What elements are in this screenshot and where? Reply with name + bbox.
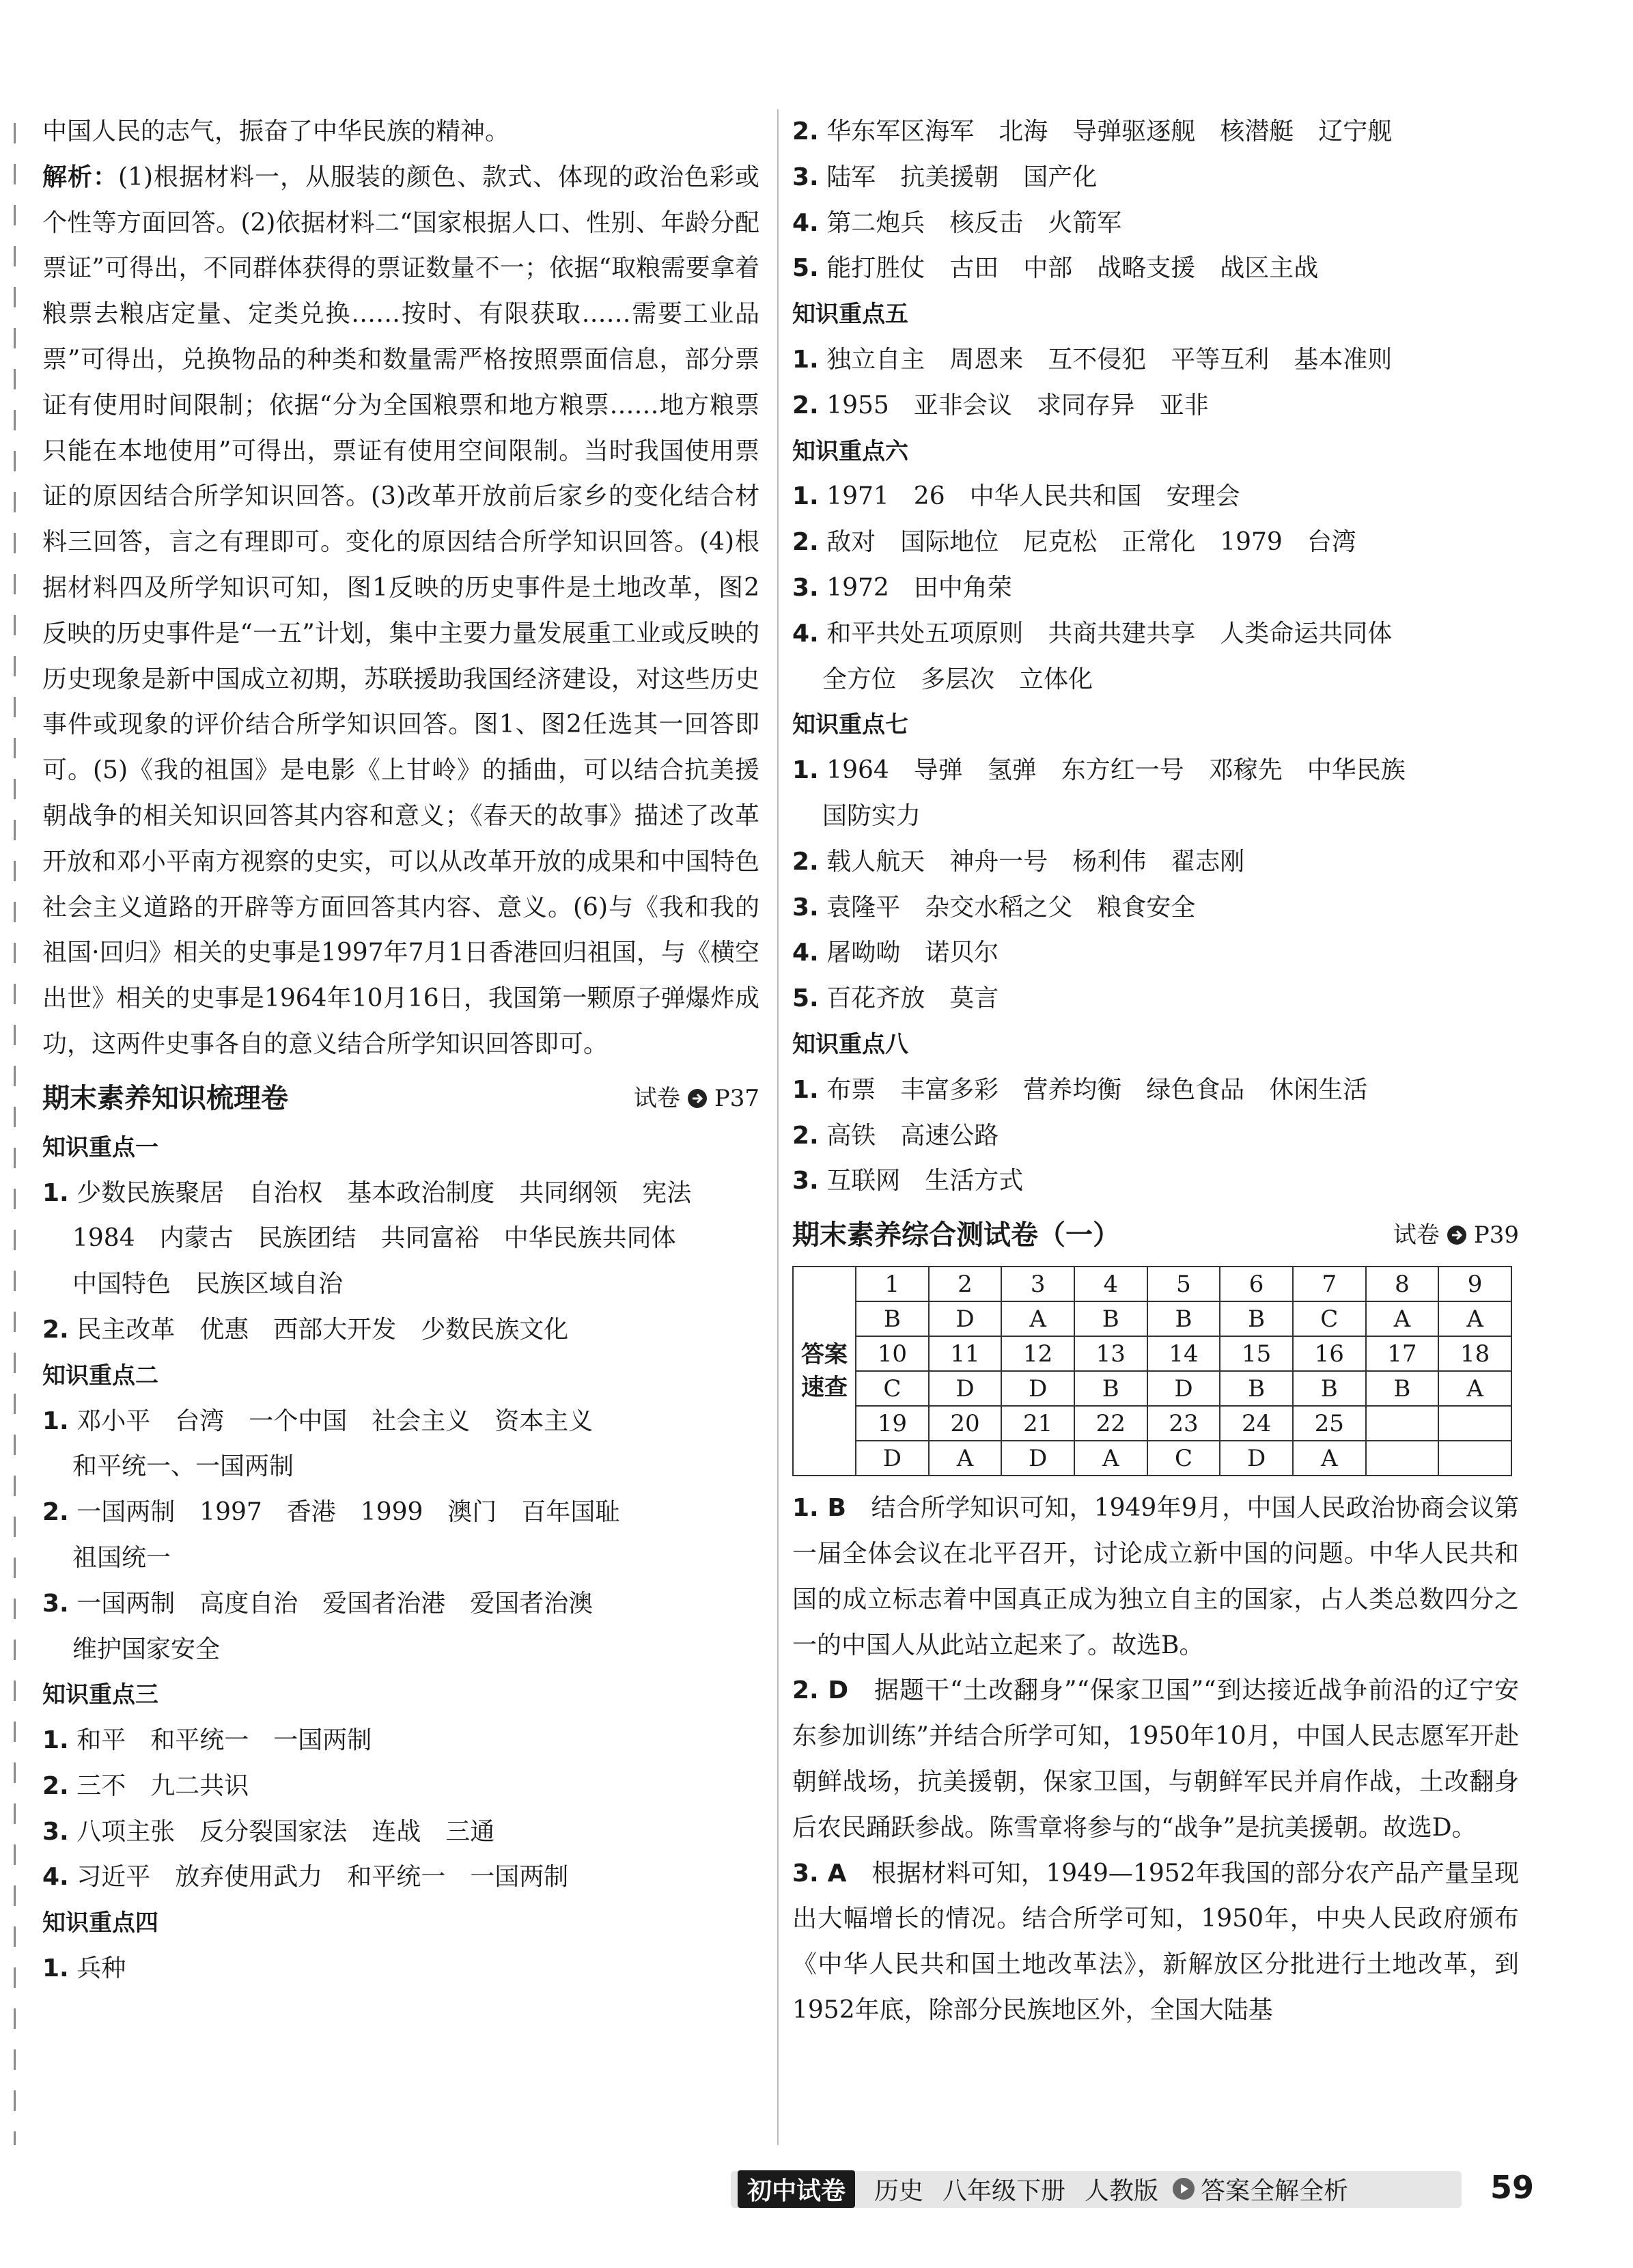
table-cell: A bbox=[1366, 1301, 1439, 1336]
footer-subject: 历史 bbox=[874, 2176, 924, 2205]
list-item bbox=[792, 201, 1519, 247]
list-item bbox=[42, 1581, 759, 1627]
item-number: 1. bbox=[792, 482, 819, 511]
list-item bbox=[792, 474, 1519, 520]
item-number: 1. bbox=[792, 1075, 819, 1104]
list-item bbox=[42, 1490, 759, 1536]
item-text: 一国两制 1997 香港 1999 澳门 百年国耻 bbox=[76, 1498, 620, 1527]
item-text: 三不 九二共识 bbox=[76, 1771, 249, 1800]
table-cell: 20 bbox=[929, 1406, 1002, 1441]
table-cell: B bbox=[1366, 1371, 1439, 1406]
play-icon bbox=[1172, 2177, 1195, 2200]
table-cell: C bbox=[856, 1371, 929, 1406]
list-item bbox=[792, 383, 1519, 429]
list-item bbox=[42, 1810, 759, 1855]
table-cell: 2 bbox=[929, 1267, 1002, 1301]
item-number: 4. bbox=[42, 1863, 69, 1892]
table-cell: D bbox=[929, 1301, 1002, 1336]
item-number: 1. bbox=[792, 345, 819, 374]
table-cell: B bbox=[1220, 1301, 1293, 1336]
item-text: 邓小平 台湾 一个中国 社会主义 资本主义 bbox=[76, 1407, 594, 1435]
item-text: 和平 和平统一 一国两制 bbox=[76, 1726, 372, 1755]
item-number: 2. bbox=[42, 1315, 69, 1344]
table-cell: 5 bbox=[1147, 1267, 1220, 1301]
list-item-cont: 国防实力 bbox=[822, 801, 921, 830]
item-number: 2. bbox=[792, 391, 819, 419]
ref-label: 试卷 bbox=[1393, 1221, 1440, 1249]
table-cell bbox=[1366, 1406, 1439, 1441]
knowledge-point-heading: 知识重点五 bbox=[792, 301, 908, 329]
answer-table bbox=[792, 1266, 1512, 1476]
item-number: 2. bbox=[792, 847, 819, 876]
item-text: 袁隆平 杂交水稻之父 粮食安全 bbox=[826, 893, 1196, 922]
section-page-ref bbox=[634, 1072, 759, 1125]
item-number: 3. bbox=[792, 1167, 819, 1195]
item-text: 1955 亚非会议 求同存异 亚非 bbox=[826, 391, 1209, 419]
table-row bbox=[793, 1371, 1511, 1406]
item-number: 1. bbox=[792, 756, 819, 785]
table-cell: A bbox=[1001, 1301, 1074, 1336]
list-item bbox=[792, 611, 1519, 657]
table-cell: A bbox=[1438, 1371, 1511, 1406]
table-cell: B bbox=[1293, 1371, 1366, 1406]
table-cell: 12 bbox=[1001, 1336, 1074, 1371]
table-cell: 3 bbox=[1001, 1267, 1074, 1301]
table-cell: 18 bbox=[1438, 1336, 1511, 1371]
footer-tagline: 答案全解全析 bbox=[1201, 2176, 1349, 2205]
item-number: 3. bbox=[42, 1817, 69, 1846]
table-cell: B bbox=[1220, 1371, 1293, 1406]
item-number: 1. B bbox=[792, 1494, 846, 1523]
page-footer bbox=[731, 2164, 1468, 2213]
list-item bbox=[792, 1159, 1519, 1204]
list-item-cont: 维护国家安全 bbox=[72, 1635, 221, 1663]
item-text: 据题干“土改翻身”“保家卫国”“到达接近战争前沿的辽宁安东参加训练”并结合所学可知，1950年10月，中国人民志愿军开赴朝鲜战场，抗美援朝，保家卫国，与朝鲜军民并肩作战，土改翻身后农民踊跃参战。陈雪章将参与的“战争”是抗美援朝。故选D。 bbox=[792, 1676, 1519, 1842]
item-number: 2. bbox=[792, 117, 819, 146]
list-item-cont: 1984 内蒙古 民族团结 共同富裕 中华民族共同体 bbox=[72, 1224, 676, 1253]
table-cell: D bbox=[1220, 1441, 1293, 1476]
item-number: 4. bbox=[792, 208, 819, 237]
item-number: 5. bbox=[792, 254, 819, 283]
analysis-paragraph bbox=[42, 155, 759, 1068]
item-text: 兵种 bbox=[76, 1954, 126, 1983]
item-number: 1. bbox=[42, 1954, 69, 1983]
list-item bbox=[42, 1308, 759, 1353]
item-text: 载人航天 神舟一号 杨利伟 翟志刚 bbox=[826, 847, 1245, 876]
answer-item bbox=[792, 1486, 1519, 1668]
item-text: 敌对 国际地位 尼克松 正常化 1979 台湾 bbox=[826, 528, 1356, 557]
item-text: 屠呦呦 诺贝尔 bbox=[826, 939, 999, 967]
item-text: 布票 丰富多彩 营养均衡 绿色食品 休闲生活 bbox=[826, 1075, 1368, 1104]
list-item bbox=[792, 109, 1519, 155]
item-number: 2. bbox=[42, 1771, 69, 1800]
answer-item bbox=[792, 1851, 1519, 2034]
table-cell: 19 bbox=[856, 1406, 929, 1441]
page-number: 59 bbox=[1490, 2169, 1535, 2206]
table-cell: A bbox=[1074, 1441, 1147, 1476]
ref-page: P37 bbox=[714, 1084, 759, 1112]
item-text: 陆军 抗美援朝 国产化 bbox=[826, 163, 1098, 191]
list-item bbox=[792, 748, 1519, 794]
arrow-right-icon bbox=[1447, 1225, 1467, 1245]
table-cell: B bbox=[856, 1301, 929, 1336]
section-header-test bbox=[792, 1208, 1519, 1262]
footer-brand: 初中试卷 bbox=[738, 2170, 855, 2208]
binding-margin-line bbox=[14, 123, 16, 2145]
table-cell: 13 bbox=[1074, 1336, 1147, 1371]
item-number: 3. A bbox=[792, 1859, 847, 1887]
list-item bbox=[42, 1764, 759, 1810]
table-cell: A bbox=[1438, 1301, 1511, 1336]
item-text: 互联网 生活方式 bbox=[826, 1167, 1024, 1195]
ref-label: 试卷 bbox=[633, 1084, 680, 1112]
item-number: 3. bbox=[42, 1589, 69, 1618]
table-cell: A bbox=[929, 1441, 1002, 1476]
table-cell: 4 bbox=[1074, 1267, 1147, 1301]
list-item bbox=[792, 930, 1519, 976]
ref-page: P39 bbox=[1473, 1221, 1519, 1249]
item-number: 4. bbox=[792, 619, 819, 648]
item-number: 3. bbox=[792, 893, 819, 922]
item-text: 习近平 放弃使用武力 和平统一 一国两制 bbox=[76, 1863, 569, 1892]
table-cell: 10 bbox=[856, 1336, 929, 1371]
item-number: 1. bbox=[42, 1407, 69, 1435]
table-cell: 11 bbox=[929, 1336, 1002, 1371]
table-cell: B bbox=[1074, 1301, 1147, 1336]
arrow-right-icon bbox=[687, 1088, 708, 1109]
table-cell: A bbox=[1293, 1441, 1366, 1476]
item-number: 2. bbox=[792, 528, 819, 557]
item-number: 2. bbox=[42, 1498, 69, 1527]
item-text: 1964 导弹 氢弹 东方红一号 邓稼先 中华民族 bbox=[826, 756, 1406, 785]
knowledge-point-heading: 知识重点三 bbox=[42, 1681, 158, 1709]
table-cell: 24 bbox=[1220, 1406, 1293, 1441]
list-item bbox=[42, 1946, 759, 1992]
table-cell: 7 bbox=[1293, 1267, 1366, 1301]
table-row bbox=[793, 1406, 1511, 1441]
table-cell: D bbox=[1147, 1371, 1220, 1406]
list-item bbox=[42, 1718, 759, 1764]
knowledge-point-heading: 知识重点一 bbox=[42, 1133, 158, 1161]
section-page-ref bbox=[1393, 1208, 1519, 1262]
knowledge-point-heading: 知识重点四 bbox=[42, 1909, 158, 1937]
item-text: 结合所学知识可知，1949年9月，中国人民政治协商会议第一届全体会议在北平召开，讨论成立新中国的问题。中华人民共和国的成立标志着中国真正成为独立自主的国家，占人类总数四分之一的中国人从此站立起来了。故选B。 bbox=[792, 1494, 1519, 1659]
list-item bbox=[792, 1114, 1519, 1159]
list-item bbox=[792, 520, 1519, 566]
section-header-review bbox=[42, 1072, 759, 1125]
column-divider bbox=[777, 109, 779, 2145]
item-text: 能打胜仗 古田 中部 战略支援 战区主战 bbox=[826, 254, 1319, 283]
table-cell: B bbox=[1147, 1301, 1220, 1336]
knowledge-point-heading: 知识重点二 bbox=[42, 1361, 158, 1389]
table-row bbox=[793, 1301, 1511, 1336]
table-cell bbox=[1438, 1441, 1511, 1476]
table-cell: C bbox=[1293, 1301, 1366, 1336]
list-item bbox=[792, 976, 1519, 1022]
table-cell: 15 bbox=[1220, 1336, 1293, 1371]
knowledge-point-heading: 知识重点八 bbox=[792, 1030, 908, 1058]
item-text: 独立自主 周恩来 互不侵犯 平等互利 基本准则 bbox=[826, 345, 1393, 374]
table-cell: 6 bbox=[1220, 1267, 1293, 1301]
item-text: 八项主张 反分裂国家法 连战 三通 bbox=[76, 1817, 495, 1846]
table-cell: 8 bbox=[1366, 1267, 1439, 1301]
item-text: 根据材料可知，1949—1952年我国的部分农产品产量呈现出大幅增长的情况。结合所学可知，1950年，中央人民政府颁布《中华人民共和国土地改革法》，新解放区分批进行土地改革，到1952年底，除部分民族地区外，全国大陆基 bbox=[792, 1859, 1519, 2024]
item-text: 民主改革 优惠 西部大开发 少数民族文化 bbox=[76, 1315, 569, 1344]
list-item bbox=[792, 885, 1519, 931]
list-item bbox=[42, 1399, 759, 1445]
knowledge-point-heading: 知识重点六 bbox=[792, 437, 908, 465]
table-cell: 23 bbox=[1147, 1406, 1220, 1441]
table-cell: B bbox=[1074, 1371, 1147, 1406]
section-title: 期末素养知识梳理卷 bbox=[42, 1082, 288, 1114]
item-text: 一国两制 高度自治 爱国者治港 爱国者治澳 bbox=[76, 1589, 594, 1618]
intro-paragraph: 中国人民的志气，振奋了中华民族的精神。 bbox=[42, 117, 510, 146]
knowledge-point-heading: 知识重点七 bbox=[792, 711, 908, 739]
list-item bbox=[792, 155, 1519, 201]
table-cell bbox=[1366, 1441, 1439, 1476]
item-number: 4. bbox=[792, 939, 819, 967]
list-item bbox=[792, 337, 1519, 383]
list-item-cont: 祖国统一 bbox=[72, 1543, 171, 1572]
footer-edition: 人教版 bbox=[1085, 2176, 1159, 2205]
item-number: 1. bbox=[42, 1178, 69, 1207]
table-cell: 1 bbox=[856, 1267, 929, 1301]
table-cell: D bbox=[1001, 1371, 1074, 1406]
item-text: 高铁 高速公路 bbox=[826, 1121, 999, 1150]
list-item bbox=[42, 1855, 759, 1900]
item-text: 和平共处五项原则 共商共建共享 人类命运共同体 bbox=[826, 619, 1393, 648]
list-item bbox=[792, 1068, 1519, 1114]
table-cell: D bbox=[1001, 1441, 1074, 1476]
table-row bbox=[793, 1441, 1511, 1476]
table-cell: 21 bbox=[1001, 1406, 1074, 1441]
table-cell: 22 bbox=[1074, 1406, 1147, 1441]
item-number: 1. bbox=[42, 1726, 69, 1755]
list-item-cont: 全方位 多层次 立体化 bbox=[822, 665, 1093, 693]
left-column bbox=[42, 109, 759, 1992]
item-number: 2. bbox=[792, 1121, 819, 1150]
item-text: 第二炮兵 核反击 火箭军 bbox=[826, 208, 1122, 237]
table-cell bbox=[1438, 1406, 1511, 1441]
list-item bbox=[792, 246, 1519, 292]
table-row bbox=[793, 1336, 1511, 1371]
list-item bbox=[792, 566, 1519, 611]
table-cell: C bbox=[1147, 1441, 1220, 1476]
item-text: 少数民族聚居 自治权 基本政治制度 共同纲领 宪法 bbox=[76, 1178, 692, 1207]
right-column bbox=[792, 109, 1519, 2034]
table-cell: D bbox=[856, 1441, 929, 1476]
item-number: 5. bbox=[792, 984, 819, 1013]
answer-table-header: 答案速查 bbox=[793, 1267, 856, 1476]
item-text: 华东军区海军 北海 导弹驱逐舰 核潜艇 辽宁舰 bbox=[826, 117, 1393, 146]
item-text: 1971 26 中华人民共和国 安理会 bbox=[826, 482, 1240, 511]
item-number: 2. D bbox=[792, 1676, 849, 1705]
table-cell: D bbox=[929, 1371, 1002, 1406]
footer-grade: 八年级下册 bbox=[943, 2176, 1066, 2205]
table-row bbox=[793, 1267, 1511, 1301]
analysis-label: 解析： bbox=[42, 163, 118, 191]
list-item-cont: 和平统一、一国两制 bbox=[72, 1452, 294, 1481]
table-cell: 14 bbox=[1147, 1336, 1220, 1371]
table-cell: 9 bbox=[1438, 1267, 1511, 1301]
item-number: 3. bbox=[792, 163, 819, 191]
table-cell: 17 bbox=[1366, 1336, 1439, 1371]
list-item-cont: 中国特色 民族区域自治 bbox=[72, 1270, 344, 1299]
answer-item bbox=[792, 1668, 1519, 1851]
table-cell: 16 bbox=[1293, 1336, 1366, 1371]
list-item bbox=[42, 1171, 759, 1217]
list-item bbox=[792, 840, 1519, 885]
item-text: 百花齐放 莫言 bbox=[826, 984, 999, 1013]
section-title: 期末素养综合测试卷（一） bbox=[792, 1219, 1120, 1251]
item-number: 3. bbox=[792, 573, 819, 602]
analysis-text: (1)根据材料一，从服装的颜色、款式、体现的政治色彩或个性等方面回答。(2)依据材料二“国家根据人口、性别、年龄分配票证”可得出，不同群体获得的票证数量不一；依据“取粮需要拿着粮票去粮店定量、定类兑换……按时、有限获取……需要工业品票”可得出，兑换物品的种类和数量需严格按照票面信息，部分票证有使用时间限制；依据“分为全国粮票和地方粮票……地方粮票只能在本地使用”可得出，票证有使用空间限制。当时我国使用票证的原因结合所学知识回答。(3)改革开放前后家乡的变化结合材料三回答，言之有理即可。变化的原因结合所学知识回答。(4)根据材料四及所学知识可知，图1反映的历史事件是土地改革，图2反映的历史事件是“一五”计划，集中主要力量发展重工业或反映的历史现象是新中国成立初期，苏联援助我国经济建设，对这些历史事件或现象的评价结合所学知识回答。图1、图2任选其一回答即可。(5)《我的祖国》是电影《上甘岭》的插曲，可以结合抗美援朝战争的相关知识回答其内容和意义；《春天的故事》描述了改革开放和邓小平南方视察的史实，可以从改革开放的成果和中国特色社会主义道路的开辟等方面回答其内容、意义。(6)与《我和我的祖国·回归》相关的史事是1997年7月1日香港回归祖国，与《横空出世》相关的史事是1964年10月16日，我国第一颗原子弹爆炸成功，这两件史事各自的意义结合所学知识回答即可。 bbox=[42, 163, 759, 1058]
item-text: 1972 田中角荣 bbox=[826, 573, 1012, 602]
table-cell: 25 bbox=[1293, 1406, 1366, 1441]
